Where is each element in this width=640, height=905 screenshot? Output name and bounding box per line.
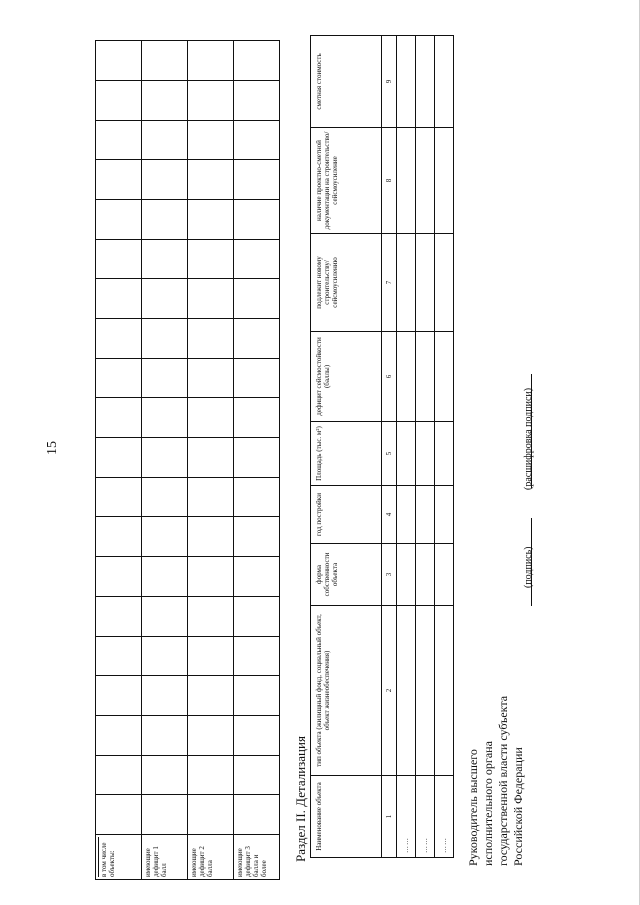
header-seismic-deficit: дефицит сейсмостойкости (баллы) — [311, 332, 382, 422]
table-cell — [96, 200, 142, 240]
table-cell — [142, 477, 188, 517]
table-cell — [96, 41, 142, 81]
table-cell — [96, 477, 142, 517]
header-estimated-cost: сметная стоимость — [311, 36, 382, 128]
table-cell — [435, 486, 454, 544]
table-cell — [142, 279, 188, 319]
table-cell — [234, 160, 280, 200]
table-cell — [188, 358, 234, 398]
row-label-text: в том числе объекты: — [98, 837, 116, 877]
table-cell — [96, 517, 142, 557]
table-cell — [234, 120, 280, 160]
table-cell — [435, 332, 454, 422]
table-cell — [397, 128, 416, 234]
table-cell — [234, 636, 280, 676]
table-cell — [142, 160, 188, 200]
placeholder-dots: …… — [416, 776, 435, 858]
table-cell — [142, 596, 188, 636]
table-cell — [96, 279, 142, 319]
table-row — [435, 36, 454, 858]
table-cell — [397, 234, 416, 332]
table-cell — [188, 279, 234, 319]
table-cell — [142, 557, 188, 597]
column-index: 1 — [382, 776, 397, 858]
column-index: 6 — [382, 332, 397, 422]
table-cell — [188, 120, 234, 160]
table-cell — [416, 36, 435, 128]
header-design-docs: наличие проектно-сметной документации на строительство/ сейсмоусиление — [311, 128, 382, 234]
header-to-be-built: подлежит новому строительству/ сейсмоусилению — [311, 234, 382, 332]
table-cell — [234, 239, 280, 279]
table-cell — [435, 234, 454, 332]
table-cell — [96, 239, 142, 279]
table-cell — [234, 438, 280, 478]
table-cell — [142, 755, 188, 795]
table-cell — [435, 128, 454, 234]
row-label: имеющие дефицит 2 балла — [188, 835, 234, 880]
table-cell — [142, 676, 188, 716]
column-index: 7 — [382, 234, 397, 332]
table-cell — [435, 606, 454, 776]
table-cell — [234, 676, 280, 716]
table-cell — [234, 319, 280, 359]
table-cell — [234, 715, 280, 755]
placeholder-dots: …… — [397, 776, 416, 858]
table-cell — [188, 795, 234, 835]
column-index: 2 — [382, 606, 397, 776]
row-label — [96, 835, 142, 880]
table-cell — [96, 636, 142, 676]
detail-table — [310, 35, 454, 858]
table-cell — [188, 398, 234, 438]
table-cell — [416, 486, 435, 544]
table-cell — [188, 596, 234, 636]
table-cell — [188, 517, 234, 557]
section-heading: Раздел II. Детализация — [293, 736, 308, 862]
table-cell — [234, 279, 280, 319]
table-cell — [142, 200, 188, 240]
table-cell — [96, 120, 142, 160]
placeholder-dots: …… — [435, 776, 454, 858]
table-cell — [416, 606, 435, 776]
signatory-title-line: государственной власти субъекта — [496, 695, 510, 866]
table-cell — [416, 422, 435, 486]
table-row — [416, 36, 435, 858]
table-cell — [142, 239, 188, 279]
table-cell — [188, 715, 234, 755]
table-cell — [188, 755, 234, 795]
table-cell — [188, 438, 234, 478]
table-cell — [234, 200, 280, 240]
table-cell — [96, 438, 142, 478]
table-cell — [397, 422, 416, 486]
table-cell — [96, 319, 142, 359]
table-row — [142, 41, 188, 880]
table-cell — [188, 557, 234, 597]
table-cell — [96, 358, 142, 398]
table-cell — [234, 41, 280, 81]
signatory-title — [466, 696, 526, 866]
table-cell — [234, 755, 280, 795]
table-cell — [96, 715, 142, 755]
table-cell — [416, 332, 435, 422]
header-year-built: год постройки — [311, 486, 382, 544]
table-cell — [234, 477, 280, 517]
table-cell — [188, 41, 234, 81]
table-cell — [142, 319, 188, 359]
row-label: имеющие дефицит 3 балла и более — [234, 835, 280, 880]
table-cell — [96, 557, 142, 597]
detail-index-row — [382, 36, 397, 858]
row-label: имеющие дефицит 1 балл — [142, 835, 188, 880]
table-cell — [234, 398, 280, 438]
table-cell — [188, 477, 234, 517]
header-area: Площадь (тыс. м²) — [311, 422, 382, 486]
table-cell — [435, 422, 454, 486]
table-cell — [142, 80, 188, 120]
table-cell — [435, 544, 454, 606]
table-cell — [188, 636, 234, 676]
table-cell — [142, 636, 188, 676]
table-cell — [234, 557, 280, 597]
signatory-title-line: исполнительного органа — [481, 741, 495, 866]
signature-caption: (подпись) — [523, 546, 534, 588]
table-row — [234, 41, 280, 880]
table-cell — [188, 319, 234, 359]
detail-table-wrapper — [310, 35, 454, 858]
table-cell — [142, 438, 188, 478]
table-row — [96, 41, 142, 880]
table-row — [188, 41, 234, 880]
table-cell — [96, 160, 142, 200]
table-cell — [142, 398, 188, 438]
table-cell — [234, 358, 280, 398]
upper-table — [95, 40, 280, 880]
upper-table-wrapper — [95, 40, 280, 880]
table-cell — [188, 239, 234, 279]
table-cell — [416, 234, 435, 332]
signatory-title-line: Российской Федерации — [511, 747, 525, 866]
header-object-type: тип объекта (жилищный фонд, социальный объект, объект жизнеобеспечения) — [311, 606, 382, 776]
table-cell — [142, 715, 188, 755]
table-cell — [234, 596, 280, 636]
table-cell — [397, 486, 416, 544]
table-cell — [142, 795, 188, 835]
table-cell — [188, 160, 234, 200]
column-index: 8 — [382, 128, 397, 234]
table-cell — [188, 80, 234, 120]
table-cell — [142, 41, 188, 81]
table-cell — [142, 358, 188, 398]
table-cell — [188, 200, 234, 240]
table-cell — [96, 80, 142, 120]
table-cell — [416, 128, 435, 234]
detail-header-row — [311, 36, 382, 858]
decoding-caption: (расшифровка подписи) — [523, 387, 534, 490]
column-index: 4 — [382, 486, 397, 544]
column-index: 3 — [382, 544, 397, 606]
table-row — [397, 36, 416, 858]
table-cell — [234, 795, 280, 835]
table-cell — [188, 676, 234, 716]
header-ownership-form: форма собственности объекта — [311, 544, 382, 606]
table-cell — [397, 332, 416, 422]
page-number: 15 — [45, 441, 60, 455]
column-index: 5 — [382, 422, 397, 486]
table-cell — [397, 606, 416, 776]
table-cell — [397, 36, 416, 128]
table-cell — [142, 120, 188, 160]
signatory-title-line: Руководитель высшего — [466, 749, 480, 866]
table-cell — [96, 676, 142, 716]
table-cell — [96, 755, 142, 795]
table-cell — [435, 36, 454, 128]
table-cell — [96, 398, 142, 438]
header-object-name: Наименование объекта — [311, 776, 382, 858]
column-index: 9 — [382, 36, 397, 128]
table-cell — [96, 795, 142, 835]
table-cell — [234, 517, 280, 557]
table-cell — [397, 544, 416, 606]
table-cell — [142, 517, 188, 557]
table-cell — [96, 596, 142, 636]
table-cell — [416, 544, 435, 606]
table-cell — [234, 80, 280, 120]
